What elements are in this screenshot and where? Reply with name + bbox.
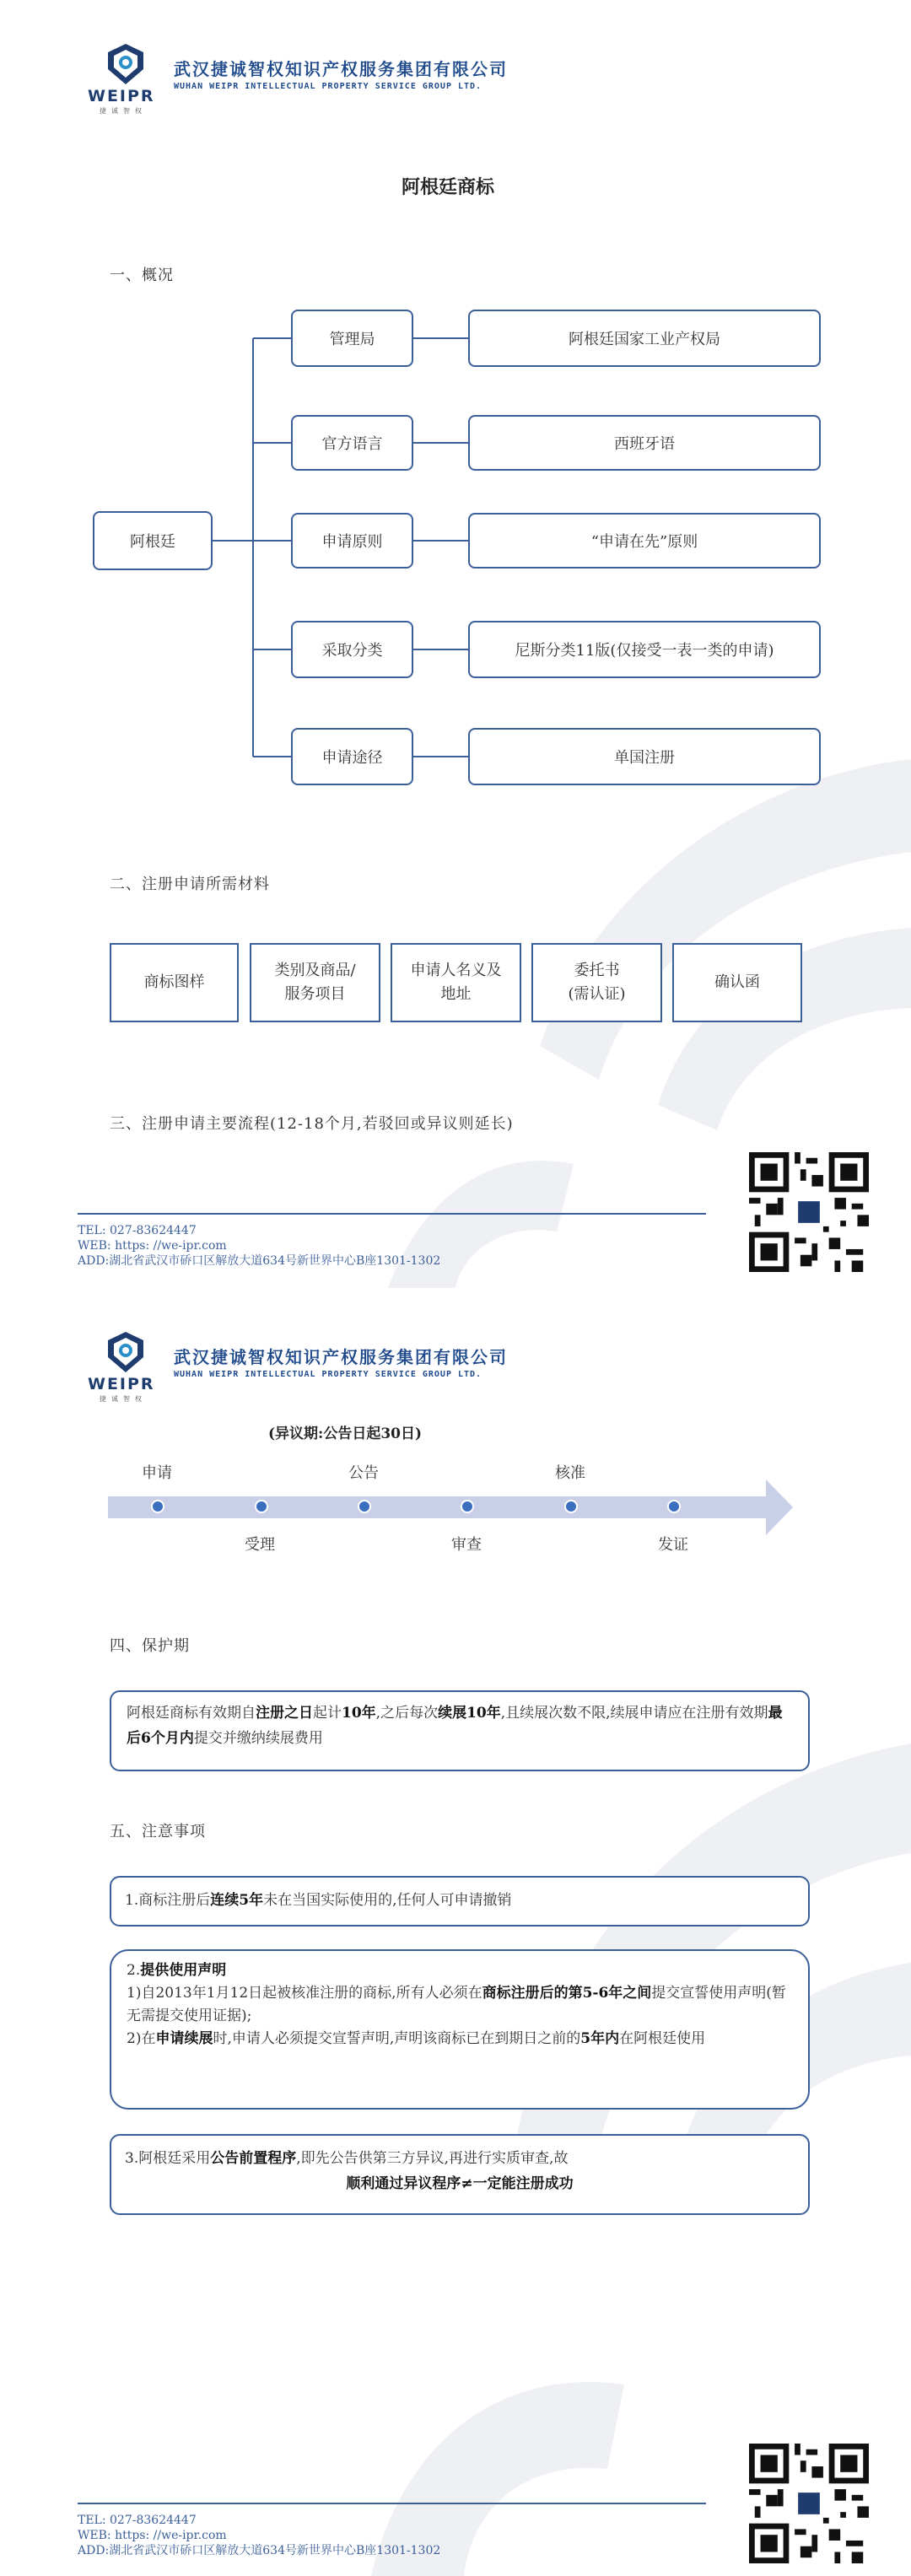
logo-subtext: 捷诚智权: [100, 1395, 147, 1403]
company-name-cn: 武汉捷诚智权知识产权服务集团有限公司: [174, 59, 508, 79]
footer-web: WEB: https: //we-ipr.com: [78, 2529, 227, 2542]
company-name-cn: 武汉捷诚智权知识产权服务集团有限公司: [174, 1347, 508, 1367]
tree-value-route: 单国注册: [468, 728, 821, 785]
notice-item-2: 2.提供使用声明 1)自2013年1月12日起被核准注册的商标,所有人必须在商标注册后的第5-6年之间提交宣誓使用声明(暂无需提交使用证据); 2)在申请续展时,申请人必须提交宣誓声明,声明该商标已在到期日之前的5年内在阿根廷使用: [110, 1949, 810, 2110]
section-1-heading: 一、概况: [110, 267, 174, 284]
footer-address: ADD:湖北省武汉市硚口区解放大道634号新世界中心B座1301-1302: [78, 1254, 441, 1268]
tree-label-principle: 申请原则: [291, 513, 413, 569]
timeline-step-acceptance: 受理: [245, 1536, 275, 1554]
material-item: 类别及商品/ 服务项目: [250, 943, 380, 1022]
notice-item-1: 1.商标注册后连续5年未在当国实际使用的,任何人可申请撤销: [110, 1876, 810, 1927]
timeline-dot: [667, 1500, 681, 1513]
material-item: 委托书 (需认证): [531, 943, 662, 1022]
tree-value-language: 西班牙语: [468, 415, 821, 471]
section-4-heading: 四、保护期: [110, 1637, 190, 1655]
qr-code-icon: [749, 2444, 869, 2563]
section-5-heading: 五、注意事项: [110, 1823, 206, 1840]
tree-value-principle: “申请在先”原则: [468, 513, 821, 569]
timeline-dot: [151, 1500, 164, 1513]
timeline-step-examination: 审查: [451, 1536, 482, 1554]
timeline-step-apply: 申请: [142, 1464, 172, 1482]
section-3-heading: 三、注册申请主要流程(12-18个月,若驳回或异议则延长): [110, 1115, 514, 1133]
company-name-en: WUHAN WEIPR INTELLECTUAL PROPERTY SERVICE GROUP LTD.: [174, 1370, 482, 1379]
footer-divider: [78, 2503, 706, 2504]
logo-wordmark: WEIPR: [88, 1375, 155, 1393]
protection-period-box: 阿根廷商标有效期自注册之日起计10年,之后每次续展10年,且续展次数不限,续展申请应在注册有效期最后6个月内提交并缴纳续展费用: [110, 1690, 810, 1771]
company-name-en: WUHAN WEIPR INTELLECTUAL PROPERTY SERVICE GROUP LTD.: [174, 82, 482, 91]
footer-address: ADD:湖北省武汉市硚口区解放大道634号新世界中心B座1301-1302: [78, 2544, 441, 2557]
timeline-step-certificate: 发证: [658, 1536, 688, 1554]
timeline-step-approval: 核准: [555, 1464, 585, 1482]
logo-shield-icon: [106, 1330, 145, 1374]
timeline-dot: [461, 1500, 474, 1513]
tree-label-classification: 采取分类: [291, 621, 413, 678]
timeline-dot: [358, 1500, 371, 1513]
tree-label-route: 申请途径: [291, 728, 413, 785]
tree-label-language: 官方语言: [291, 415, 413, 471]
footer-tel: TEL: 027-83624447: [78, 2514, 197, 2527]
timeline-dot: [255, 1500, 268, 1513]
tree-root-argentina: 阿根廷: [93, 511, 213, 570]
timeline-dot: [564, 1500, 578, 1513]
material-item: 商标图样: [110, 943, 239, 1022]
qr-code-icon: [749, 1152, 869, 1272]
material-item: 确认函: [672, 943, 802, 1022]
tree-value-office: 阿根廷国家工业产权局: [468, 310, 821, 367]
timeline-arrow: [108, 1478, 795, 1537]
logo-wordmark: WEIPR: [88, 87, 155, 105]
timeline-step-publication: 公告: [348, 1464, 379, 1482]
footer-divider: [78, 1213, 706, 1215]
logo-subtext: 捷诚智权: [100, 107, 147, 115]
footer-tel: TEL: 027-83624447: [78, 1224, 197, 1237]
section-2-heading: 二、注册申请所需材料: [110, 876, 270, 893]
page-title: 阿根廷商标: [402, 176, 495, 198]
notice-item-3: 3.阿根廷采用公告前置程序,即先公告供第三方异议,再进行实质审查,故 顺利通过异议程序≠一定能注册成功: [110, 2134, 810, 2215]
tree-label-office: 管理局: [291, 310, 413, 367]
page-2: [0, 1288, 911, 2576]
footer-web: WEB: https: //we-ipr.com: [78, 1239, 227, 1253]
tree-value-classification: 尼斯分类11版(仅接受一表一类的申请): [468, 621, 821, 678]
material-item: 申请人名义及 地址: [391, 943, 521, 1022]
opposition-period-note: (异议期:公告日起30日): [268, 1425, 423, 1442]
